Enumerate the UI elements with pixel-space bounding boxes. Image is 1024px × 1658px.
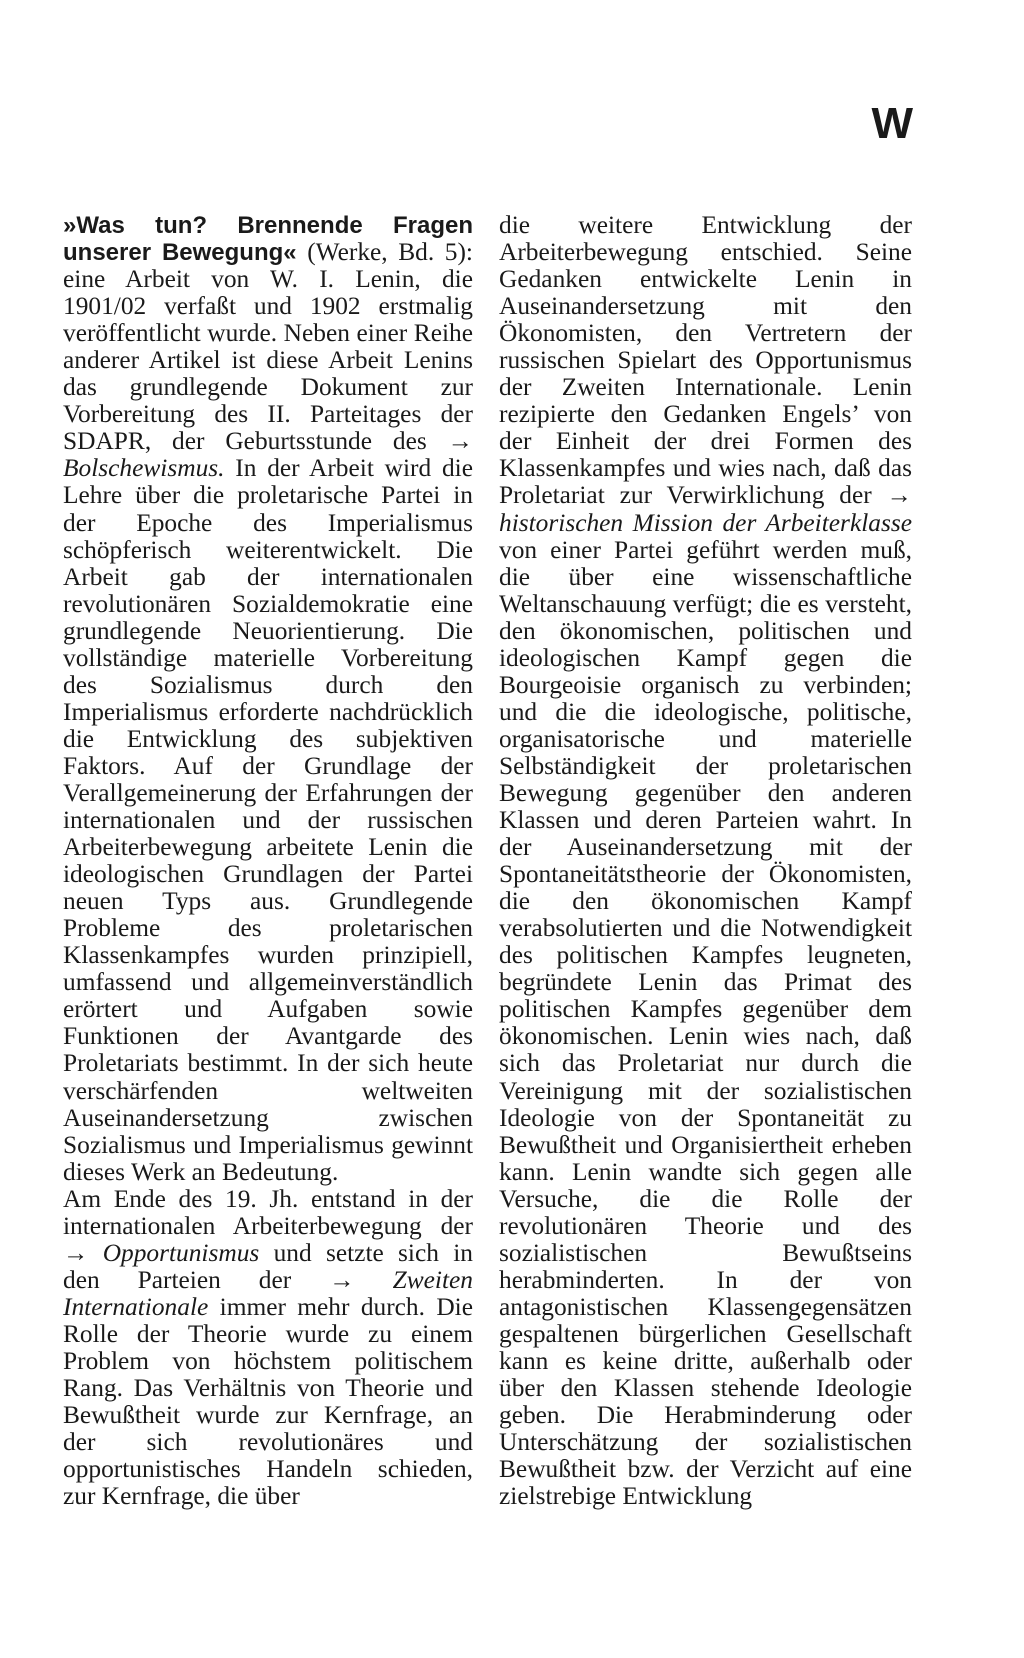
entry-source-text: (Werke, Bd. 5): eine Arbeit von W. I. Lenin, die 1901/02 verfaßt und 1902 erstmalig veröffentlicht wurde. Neben einer Reihe anderer Artikel ist diese Arbeit Lenins das grundlegende Dokument zur Vorbereitung des II. Parteitages der SDAPR, der Geburtsstunde des: [63, 238, 473, 456]
paragraph-2-text-b: und setzte sich in den Parteien der: [63, 1238, 473, 1294]
entry-paragraph-1: [63, 212, 473, 1186]
cross-reference-zweite-internationale[interactable]: Zweiten Internationale: [63, 1265, 473, 1321]
cross-reference-arrow: →: [886, 481, 912, 510]
paragraph-2-text-c: immer mehr durch. Die Rolle der Theorie wurde zu einem Problem von höchstem politischem Rang. Das Verhältnis von Theorie und Bewußtheit wurde zur Kernfrage, an der sich revolutionäres und opportunistisches Handeln schieden, zur Kernfrage, die über: [63, 1292, 473, 1511]
entry-headword: »Was tun? Brennende Fragen unserer Bewegung«: [63, 212, 473, 267]
section-letter: W: [871, 99, 912, 148]
paragraph-1-body: In der Arbeit wird die Lehre über die proletarische Partei in der Epoche des Imperialismus schöpferisch weiterentwickelt. Die Arbeit gab der internationalen revolutionären Sozialdemokratie eine grundlegende Neuorientierung. Die vollständige materielle Vorbereitung des Sozialismus durch den Imperialismus erforderte nachdrücklich die Entwicklung des subjektiven Faktors. Auf der Grundlage der Verallgemeinerung der Erfahrungen der internationalen und der russischen Arbeiterbewegung arbeitete Lenin die ideologischen Grundlagen der Partei neuen Typs aus. Grundlegende Probleme des proletarischen Klassenkampfes wurden prinzipiell, umfassend und allgemeinverständlich erörtert und Aufgaben sowie Funktionen der Avantgarde des Proletariats bestimmt. In der sich heute verschärfenden weltweiten Auseinandersetzung zwischen Sozialismus und Imperialismus gewinnt dieses Werk an Bedeutung.: [63, 454, 473, 1186]
cross-reference-opportunismus[interactable]: Opportunismus: [102, 1238, 260, 1267]
right-column-text-b: von einer Partei geführt werden muß, die über eine wissenschaftliche Weltanschauung verfügt; die es versteht, den ökonomischen, politischen und ideologischen Kampf gegen die Bourgeoisie organisch zu verbinden; und die die ideologische, politische, organisatorische und materielle Selbständigkeit der proletarischen Bewegung gegenüber den anderen Klassen und deren Parteien wahrt. In der Auseinandersetzung mit der Spontaneitätstheorie der Ökonomisten, die den ökonomischen Kampf verabsolutierten und die Notwendigkeit des politischen Kampfes leugneten, begründete Lenin das Primat des politischen Kampfes gegenüber dem ökonomischen. Lenin wies nach, daß sich das Proletariat nur durch die Vereinigung mit der sozialistischen Ideologie von der Spontaneität zu Bewußtheit und Organisiertheit erheben kann. Lenin wandte sich gegen alle Versuche, die die Rolle der revolutionären Theorie und des sozialistischen Bewußtseins herabminderten. In der von antagonistischen Klassengegensätzen gespaltenen bürgerlichen Gesellschaft kann es keine dritte, außerhalb oder über den Klassen stehende Ideologie geben. Die Herabminderung oder Unterschätzung der sozialistischen Bewußtheit bzw. der Verzicht auf eine zielstrebige Entwicklung: [499, 535, 912, 1511]
entry-paragraph-2: [63, 1186, 473, 1511]
left-column: [63, 212, 473, 1510]
entry-paragraph-continued: [499, 212, 912, 1510]
cross-reference-bolschewismus[interactable]: Bolschewismus.: [63, 454, 225, 483]
cross-reference-arrow: →: [63, 1238, 89, 1267]
cross-reference-arrow: →: [447, 427, 473, 456]
cross-reference-arrow: →: [329, 1265, 355, 1294]
cross-reference-historische-mission[interactable]: historischen Mission der Arbeiterklasse: [499, 508, 912, 537]
right-column-text-a: die weitere Entwicklung der Arbeiterbewegung entschied. Seine Gedanken entwickelte Lenin in Auseinandersetzung mit den Ökonomisten, den Vertretern der russischen Spielart des Opportunismus der Zweiten Internationale. Lenin rezipierte den Gedanken Engels’ von der Einheit der drei Formen des Klassenkampfes und wies nach, daß das Proletariat zur Verwirklichung der: [499, 211, 912, 510]
right-column: [499, 212, 912, 1510]
paragraph-2-text-a: Am Ende des 19. Jh. entstand in der internationalen Arbeiterbewegung der: [63, 1184, 473, 1240]
